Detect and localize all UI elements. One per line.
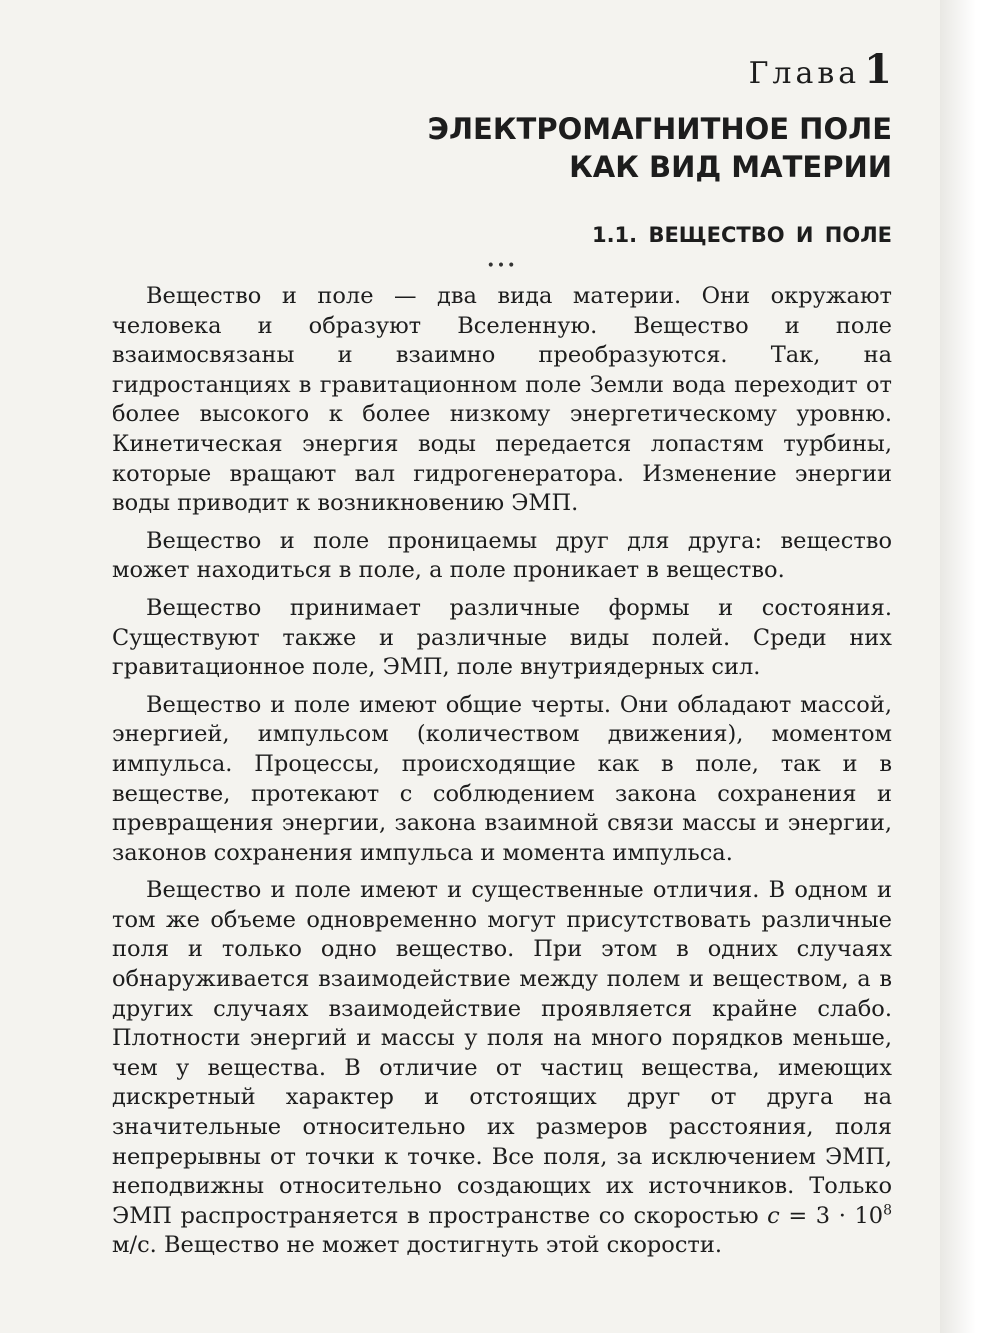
chapter-title-line-2: КАК ВИД МАТЕРИИ [569,150,892,184]
speed-variable: c [767,1202,780,1229]
section-divider: ••• [486,258,518,274]
paragraph-2: Вещество и поле проницаемы друг для друга: вещество может находиться в поле, а поле проникает в вещество. [112,527,892,584]
chapter-label: Глава [748,56,861,91]
chapter-number: 1 [864,46,892,93]
page-content [112,46,893,1261]
paragraph-5 [112,876,892,1261]
paragraph-3: Вещество принимает различные формы и состояния. Существуют также и различные виды полей. Среди них гравитационное поле, ЭМП, поле внутриядерных сил. [112,594,892,681]
speed-exponent: 8 [883,1202,893,1219]
chapter-title [112,110,892,186]
section-title: 1.1. ВЕЩЕСТВО И ПОЛЕ [591,223,892,247]
paragraph-5-text: Вещество и поле имеют и существенные отличия. В одном и том же объеме одновременно могут присутствовать различные поля и только одно вещество. При этом в одних случаях обнаруживается взаимодействие между полем и веществом, а в других случаях взаимодействие проявляется крайне слабо. Плотности энергий и массы у поля на много порядков меньше, чем у вещества. В отличие от частиц вещества, имеющих дискретный характер и отстоящих друг от друга на значительные относительно их размеров расстояния, поля непрерывны от точки к точке. Все поля, за исключением ЭМП, неподвижны относительно создающих их источников. Только ЭМП распространяется в пространстве [112,877,892,1229]
paragraph-1: Вещество и поле — два вида материи. Они окружают человека и образуют Вселенную. Вещество и поле взаимосвязаны и взаимно преобразуются. Так, на гидростанциях в гравитационном поле Земли вода переходит от более высокого к более низкому энергетическому уровню. Кинетическая энергия воды передается лопастям турбины, которые вращают вал гидрогенератора. Изменение энергии воды приводит к возникновению ЭМП. [112,283,892,517]
speed-lead: со скоростью [598,1202,768,1229]
paragraph-4: Вещество и поле имеют общие черты. Они обладают массой, энергией, импульсом (количеством движения), моментом импульса. Процессы, происходящие как в поле, так и в веществе, протекают с соблюдением закона сохранения и превращения энергии, закона взаимной связи массы и энергии, законов сохранения импульса и момента импульса. [112,691,892,866]
chapter-heading [112,46,892,94]
speed-tail: м/с. Вещество не может достигнуть этой скорости. [112,1232,723,1259]
page-edge-shadow [940,0,1000,1333]
chapter-title-line-1: ЭЛЕКТРОМАГНИТНОЕ ПОЛЕ [427,112,892,146]
speed-equation: = 3 · 10 [779,1202,884,1229]
